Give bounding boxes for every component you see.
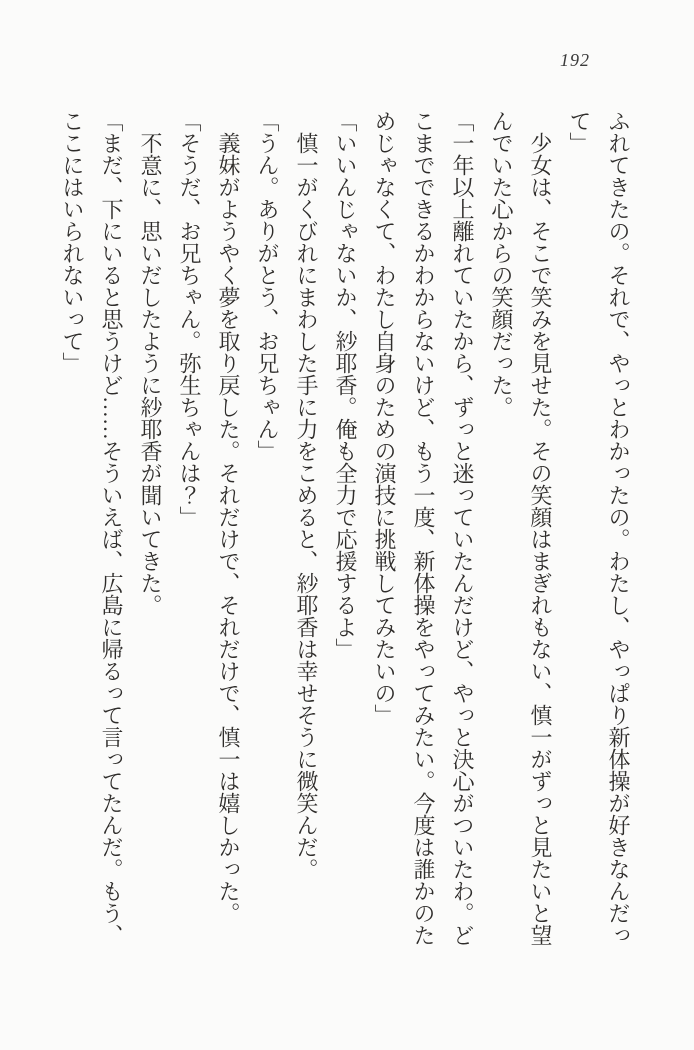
text-line-14: 「まだ、下にいると思うけど……そういえば、広島に帰るって言ってたんだ。もう、 bbox=[99, 110, 124, 946]
text-line-8: 「いいんじゃないか、紗耶香。俺も全力で応援するよ」 bbox=[333, 110, 358, 660]
text-line-5: 「一年以上離れていたから、ずっと迷っていたんだけど、やっと決心がついたわ。ど bbox=[450, 110, 475, 946]
text-line-1: ふれてきたの。それで、やっとわかったの。わたし、やっぱり新体操が好きなんだっ bbox=[606, 110, 631, 946]
text-line-15: ここにはいられないって」 bbox=[60, 110, 85, 374]
text-line-6: こまでできるかわからないけど、もう一度、新体操をやってみたい。今度は誰かのた bbox=[411, 110, 436, 946]
text-line-11: 義妹がようやく夢を取り戻した。それだけで、それだけで、慎一は嬉しかった。 bbox=[216, 132, 241, 924]
text-line-13: 不意に、思いだしたように紗耶香が聞いてきた。 bbox=[138, 132, 163, 616]
text-line-2: て」 bbox=[567, 110, 592, 154]
text-line-3: 少女は、そこで笑みを見せた。その笑顔はまぎれもない、慎一がずっと見たいと望 bbox=[528, 132, 553, 946]
text-line-9: 慎一がくびれにまわした手に力をこめると、紗耶香は幸せそうに微笑んだ。 bbox=[294, 132, 319, 880]
text-line-7: めじゃなくて、わたし自身のための演技に挑戦してみたいの」 bbox=[372, 110, 397, 726]
text-line-4: んでいた心からの笑顔だった。 bbox=[489, 110, 514, 418]
page-number: 192 bbox=[560, 50, 590, 70]
text-area bbox=[53, 110, 638, 956]
text-line-12: 「そうだ、お兄ちゃん。弥生ちゃんは？」 bbox=[177, 110, 202, 528]
text-line-10: 「うん。ありがとう、お兄ちゃん」 bbox=[255, 110, 280, 462]
